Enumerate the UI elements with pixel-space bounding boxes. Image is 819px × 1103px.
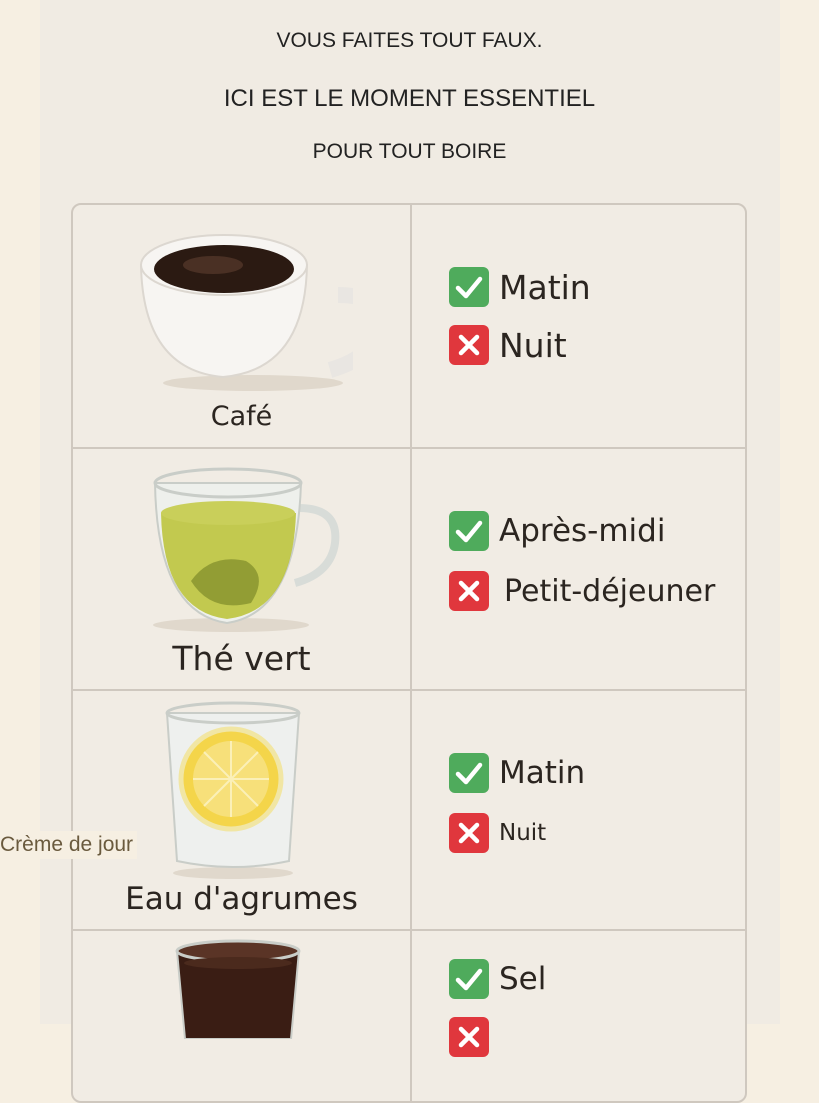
header-line-2: ICI EST LE MOMENT ESSENTIEL [223, 85, 596, 112]
table-row [73, 691, 745, 929]
check-icon [449, 959, 489, 999]
cross-icon [449, 1017, 489, 1057]
bad-time-line [449, 813, 546, 853]
good-time-label: Sel [499, 961, 547, 997]
drink-cell [73, 931, 410, 1103]
header-line-3: POUR TOUT BOIRE [312, 140, 507, 163]
table-row [73, 931, 745, 1103]
moment-cell [412, 691, 745, 929]
coffee-cup-icon [133, 225, 353, 395]
cross-icon [449, 325, 489, 365]
cross-icon [449, 571, 489, 611]
drink-name: Eau d'agrumes [125, 881, 358, 917]
citrus-water-glass-icon [165, 701, 305, 881]
drink-cell [73, 691, 410, 929]
table-row [73, 449, 745, 689]
drink-name: Café [210, 401, 273, 432]
side-label: Crème de jour [0, 831, 137, 859]
good-time-label: Matin [499, 267, 591, 307]
moment-cell [412, 205, 745, 447]
check-icon [449, 753, 489, 793]
bad-time-label: Nuit [499, 820, 547, 846]
check-icon [449, 267, 489, 307]
moment-cell [412, 449, 745, 689]
bad-time-line [449, 571, 715, 611]
header-line-1: VOUS FAITES TOUT FAUX. [276, 29, 543, 52]
drink-cell [73, 449, 410, 689]
good-time-label: Matin [499, 755, 586, 791]
cola-glass-icon [175, 939, 301, 1039]
good-time-line [449, 959, 546, 999]
moment-cell [412, 931, 745, 1103]
good-time-line [449, 267, 591, 307]
good-time-line [449, 511, 665, 551]
good-time-label: Après-midi [499, 513, 666, 549]
check-icon [449, 511, 489, 551]
bad-time-label: Petit-déjeuner [504, 573, 716, 609]
green-tea-glass-icon [151, 463, 351, 633]
good-time-line [449, 753, 585, 793]
cross-icon [449, 813, 489, 853]
bad-time-line [449, 325, 567, 365]
drink-cell [73, 205, 410, 447]
drink-name: Thé vert [172, 639, 311, 678]
bad-time-label: Nuit [499, 325, 567, 365]
drink-timing-table [71, 203, 747, 1103]
bad-time-line [449, 1017, 499, 1057]
table-row [73, 205, 745, 447]
